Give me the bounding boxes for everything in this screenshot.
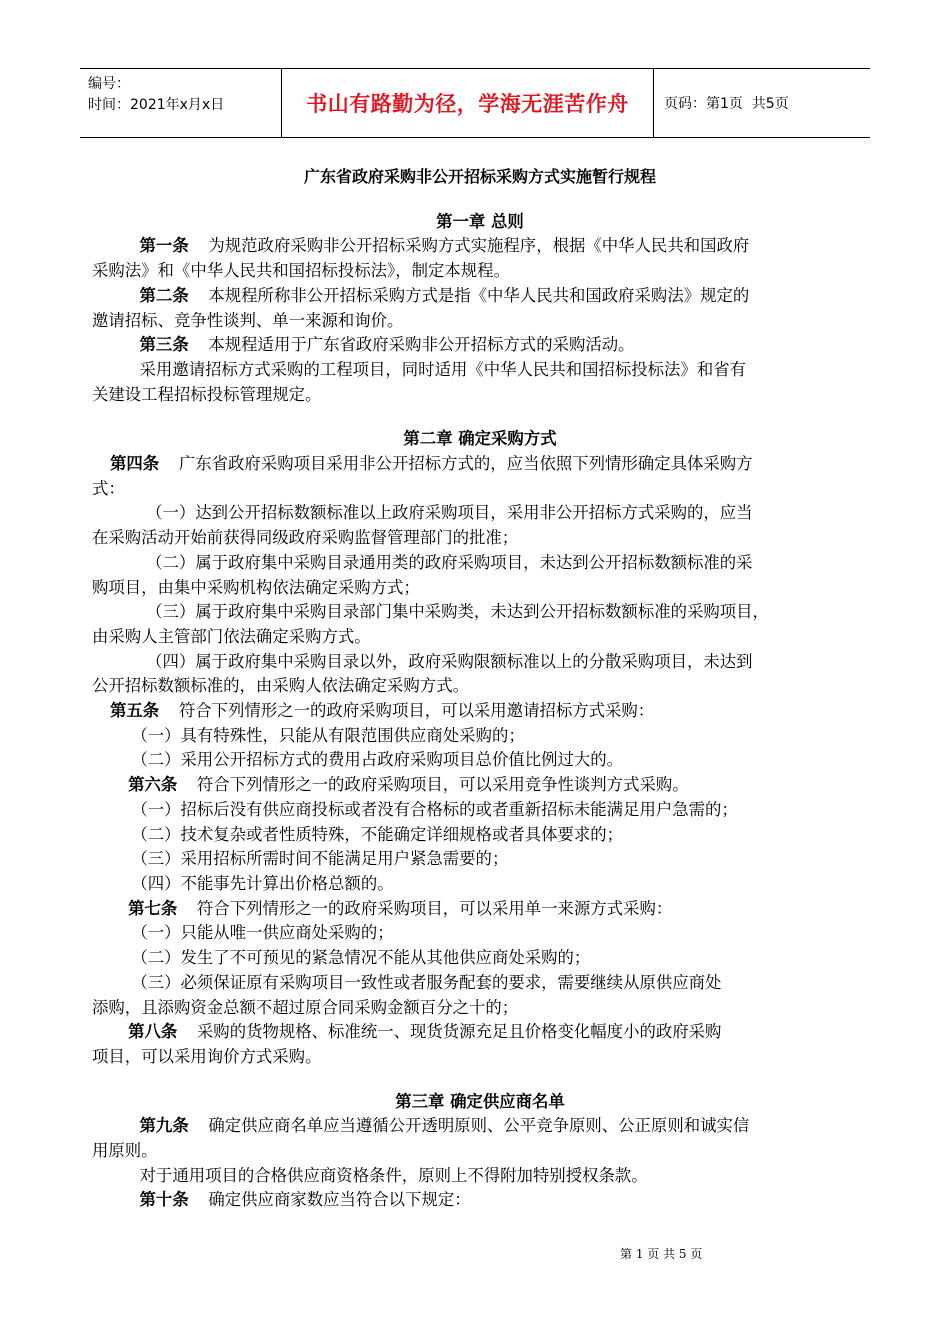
paragraph-line: 添购，且添购资金总额不超过原合同采购金额百分之十的；	[92, 997, 519, 1017]
paragraph-line: 邀请招标、竞争性谈判、单一来源和询价。	[92, 310, 404, 330]
chapter-1-heading: 第一章 总则	[436, 211, 524, 231]
list-item: （三）采用招标所需时间不能满足用户紧急需要的；	[131, 849, 509, 869]
paragraph-text: 确定供应商家数应当符合以下规定：	[208, 1190, 471, 1210]
article-7	[92, 897, 868, 922]
list-item: （二）发生了不可预见的紧急情况不能从其他供应商处采购的；	[131, 948, 591, 968]
page-header	[80, 68, 870, 138]
page-footer: 第 1 页 共 5 页	[620, 1247, 703, 1261]
article-4	[92, 452, 868, 477]
list-item: （四）不能事先计算出价格总额的。	[131, 873, 394, 893]
list-item: （一）达到公开招标数额标准以上政府采购项目，采用非公开招标方式采购的，应当	[146, 503, 753, 523]
paragraph-line: 由采购人主管部门依法确定采购方式。	[92, 626, 371, 646]
document-time-label: 时间：2021年x月x日	[88, 97, 225, 113]
article-label: 第五条	[110, 701, 160, 721]
article-3	[92, 333, 868, 358]
paragraph-text: 本规程适用于广东省政府采购非公开招标方式的采购活动。	[208, 335, 635, 355]
paragraph-text: 符合下列情形之一的政府采购项目，可以采用竞争性谈判方式采购。	[196, 775, 689, 795]
article-10	[92, 1188, 868, 1213]
article-label: 第六条	[128, 775, 178, 795]
paragraph-line: 项目，可以采用询价方式采购。	[92, 1046, 322, 1066]
paragraph-line: 关建设工程招标投标管理规定。	[92, 384, 322, 404]
paragraph-line: 对于通用项目的合格供应商资格条件，原则上不得附加特别授权条款。	[139, 1165, 648, 1185]
paragraph-text: 符合下列情形之一的政府采购项目，可以采用邀请招标方式采购：	[178, 701, 655, 721]
article-label: 第二条	[139, 285, 189, 305]
list-item: （三）属于政府集中采购目录部门集中采购类，未达到公开招标数额标准的采购项目，	[146, 602, 769, 622]
paragraph-line: 采用邀请招标方式采购的工程项目，同时适用《中华人民共和国招标投标法》和省有	[139, 359, 746, 379]
article-label: 第九条	[139, 1116, 189, 1136]
document-body	[92, 165, 868, 1213]
article-6	[92, 773, 868, 798]
article-label: 第八条	[128, 1022, 178, 1042]
article-5	[92, 699, 868, 724]
article-2	[92, 284, 868, 309]
list-item: （三）必须保证原有采购项目一致性或者服务配套的要求，需要继续从原供应商处	[131, 972, 722, 992]
article-1	[92, 234, 868, 259]
paragraph-line: 公开招标数额标准的，由采购人依法确定采购方式。	[92, 676, 469, 696]
article-label: 第七条	[128, 898, 178, 918]
article-label: 第一条	[139, 236, 189, 256]
list-item: （一）具有特殊性，只能从有限范围供应商处采购的；	[131, 725, 525, 745]
chapter-2-heading: 第二章 确定采购方式	[403, 429, 557, 449]
article-label: 第四条	[110, 454, 160, 474]
chapter-3-heading: 第三章 确定供应商名单	[395, 1091, 565, 1111]
list-item: （二）采用公开招标方式的费用占政府采购项目总价值比例过大的。	[131, 750, 624, 770]
article-8	[92, 1020, 868, 1045]
paragraph-line: 采购法》和《中华人民共和国招标投标法》，制定本规程。	[92, 261, 510, 281]
list-item: （二）技术复杂或者性质特殊，不能确定详细规格或者具体要求的；	[131, 824, 624, 844]
paragraph-text: 符合下列情形之一的政府采购项目，可以采用单一来源方式采购：	[196, 898, 673, 918]
header-meta	[80, 69, 282, 137]
paragraph-text: 本规程所称非公开招标采购方式是指《中华人民共和国政府采购法》规定的	[208, 285, 750, 305]
paragraph-line: 式：	[92, 478, 125, 498]
paragraph-line: 用原则。	[92, 1141, 158, 1161]
document-number-label: 编号：	[88, 76, 130, 92]
article-label: 第三条	[139, 335, 189, 355]
article-9	[92, 1114, 868, 1139]
paragraph-text: 确定供应商名单应当遵循公开透明原则、公平竞争原则、公正原则和诚实信	[208, 1116, 750, 1136]
article-label: 第十条	[139, 1190, 189, 1210]
list-item: （一）只能从唯一供应商处采购的；	[131, 923, 394, 943]
paragraph-text: 采购的货物规格、标准统一、现货货源充足且价格变化幅度小的政府采购	[196, 1022, 722, 1042]
list-item: （四）属于政府集中采购目录以外，政府采购限额标准以上的分散采购项目，未达到	[146, 651, 753, 671]
document-title: 广东省政府采购非公开招标采购方式实施暂行规程	[303, 167, 656, 186]
paragraph-text: 为规范政府采购非公开招标采购方式实施程序，根据《中华人民共和国政府	[208, 236, 750, 256]
header-page-info: 页码：第1页 共5页	[664, 96, 789, 112]
header-motto: 书山有路勤为径，学海无涯苦作舟	[282, 69, 654, 137]
paragraph-line: 购项目，由集中采购机构依法确定采购方式；	[92, 577, 420, 597]
paragraph-line: 在采购活动开始前获得同级政府采购监督管理部门的批准；	[92, 528, 519, 548]
list-item: （一）招标后没有供应商投标或者没有合格标的或者重新招标未能满足用户急需的；	[131, 799, 738, 819]
list-item: （二）属于政府集中采购目录通用类的政府采购项目，未达到公开招标数额标准的采	[146, 552, 753, 572]
paragraph-text: 广东省政府采购项目采用非公开招标方式的，应当依照下列情形确定具体采购方	[178, 454, 753, 474]
